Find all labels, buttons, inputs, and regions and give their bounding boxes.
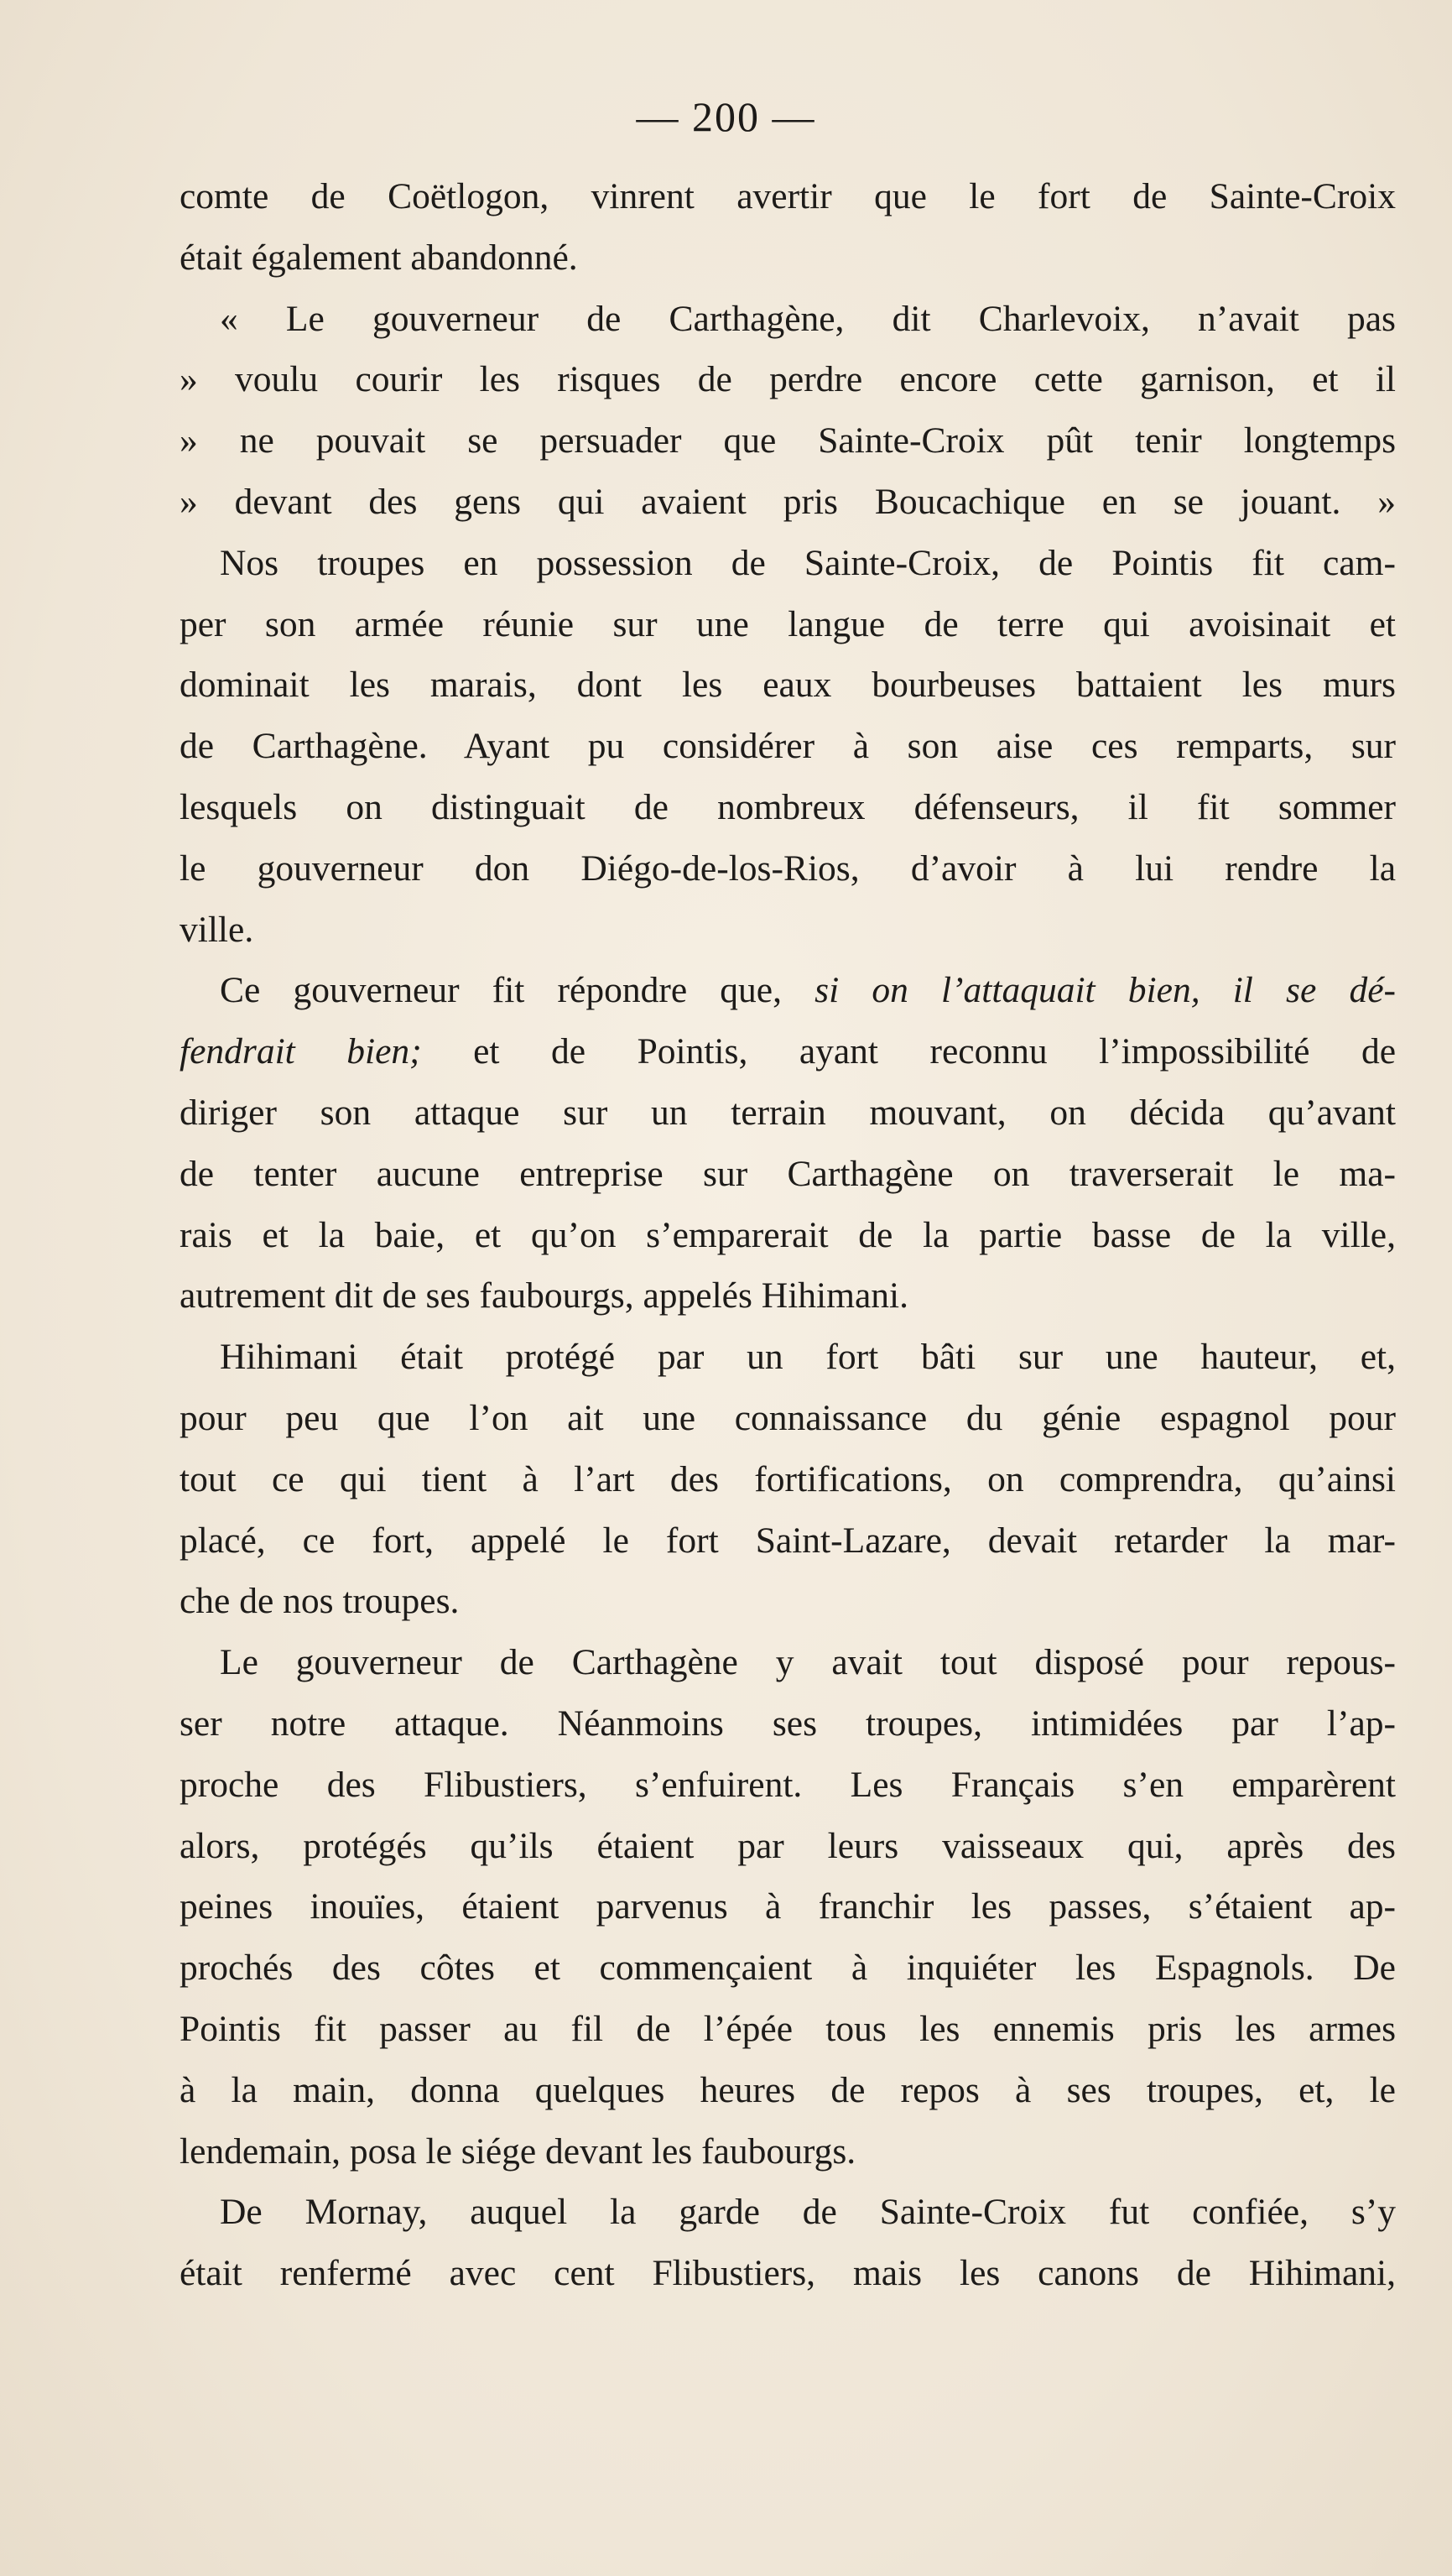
text-line: était également abandonné. bbox=[180, 237, 578, 278]
text-line: fendrait bien; et de Pointis, ayant reconnu l’impossibilité de bbox=[180, 1031, 1396, 1072]
text-line: alors, protégés qu’ils étaient par leurs vaisseaux qui, après des bbox=[180, 1825, 1396, 1866]
text-line: Hihimani était protégé par un fort bâti sur une hauteur, et, bbox=[220, 1337, 1396, 1378]
text-line: placé, ce fort, appelé le fort Saint-Lazare, devait retarder la mar- bbox=[180, 1520, 1396, 1561]
text-line: per son armée réunie sur une langue de terre qui avoisinait et bbox=[180, 603, 1396, 644]
text-line: Pointis fit passer au fil de l’épée tous les ennemis pris les armes bbox=[180, 2008, 1396, 2049]
text-line: ser notre attaque. Néanmoins ses troupes, intimidées par l’ap- bbox=[180, 1703, 1396, 1744]
text-line: prochés des côtes et commençaient à inquiéter les Espagnols. De bbox=[180, 1948, 1396, 1989]
text-line: diriger son attaque sur un terrain mouvant, on décida qu’avant bbox=[180, 1092, 1396, 1133]
text-line: pour peu que l’on ait une connaissance du génie espagnol pour bbox=[180, 1397, 1396, 1438]
text-line: che de nos troupes. bbox=[180, 1581, 460, 1622]
text-line: autrement dit de ses faubourgs, appelés Hihimani. bbox=[180, 1275, 908, 1317]
text-line: Le gouverneur de Carthagène y avait tout disposé pour repous- bbox=[220, 1642, 1396, 1683]
text-line: dominait les marais, dont les eaux bourbeuses battaient les murs bbox=[180, 665, 1396, 706]
text-line: » ne pouvait se persuader que Sainte-Croix pût tenir longtemps bbox=[180, 420, 1396, 461]
text-line: » voulu courir les risques de perdre encore cette garnison, et il bbox=[180, 359, 1396, 400]
text-line: Ce gouverneur fit répondre que, si on l’attaquait bien, il se dé- bbox=[220, 970, 1396, 1011]
text-line: proche des Flibustiers, s’enfuirent. Les Français s’en emparèrent bbox=[180, 1764, 1396, 1805]
text-line: lesquels on distinguait de nombreux défenseurs, il fit sommer bbox=[180, 786, 1396, 827]
text-line: comte de Coëtlogon, vinrent avertir que le fort de Sainte-Croix bbox=[180, 176, 1396, 216]
text-line: de tenter aucune entreprise sur Carthagène on traverserait le ma- bbox=[180, 1153, 1396, 1194]
text-line: lendemain, posa le siége devant les faubourgs. bbox=[180, 2130, 856, 2172]
text-line: « Le gouverneur de Carthagène, dit Charlevoix, n’avait pas bbox=[220, 298, 1396, 339]
text-line: de Carthagène. Ayant pu considérer à son aise ces remparts, sur bbox=[180, 726, 1396, 767]
text-line: Nos troupes en possession de Sainte-Croix, de Pointis fit cam- bbox=[220, 542, 1396, 583]
text-line: ville. bbox=[180, 909, 254, 950]
page-number: — 200 — bbox=[636, 93, 816, 140]
text-line: était renfermé avec cent Flibustiers, mais les canons de Hihimani, bbox=[180, 2253, 1396, 2294]
text-line: le gouverneur don Diégo-de-los-Rios, d’avoir à lui rendre la bbox=[180, 847, 1396, 889]
text-line: peines inouïes, étaient parvenus à franchir les passes, s’étaient ap- bbox=[180, 1886, 1396, 1927]
text-line: » devant des gens qui avaient pris Boucachique en se jouant. » bbox=[180, 481, 1396, 522]
text-line: tout ce qui tient à l’art des fortifications, on comprendra, qu’ainsi bbox=[180, 1458, 1396, 1499]
text-line: De Mornay, auquel la garde de Sainte-Croix fut confiée, s’y bbox=[220, 2192, 1396, 2233]
body-text bbox=[180, 166, 1396, 2304]
text-line: rais et la baie, et qu’on s’emparerait de la partie basse de la ville, bbox=[180, 1214, 1396, 1255]
text-line: à la main, donna quelques heures de repos à ses troupes, et, le bbox=[180, 2069, 1396, 2110]
